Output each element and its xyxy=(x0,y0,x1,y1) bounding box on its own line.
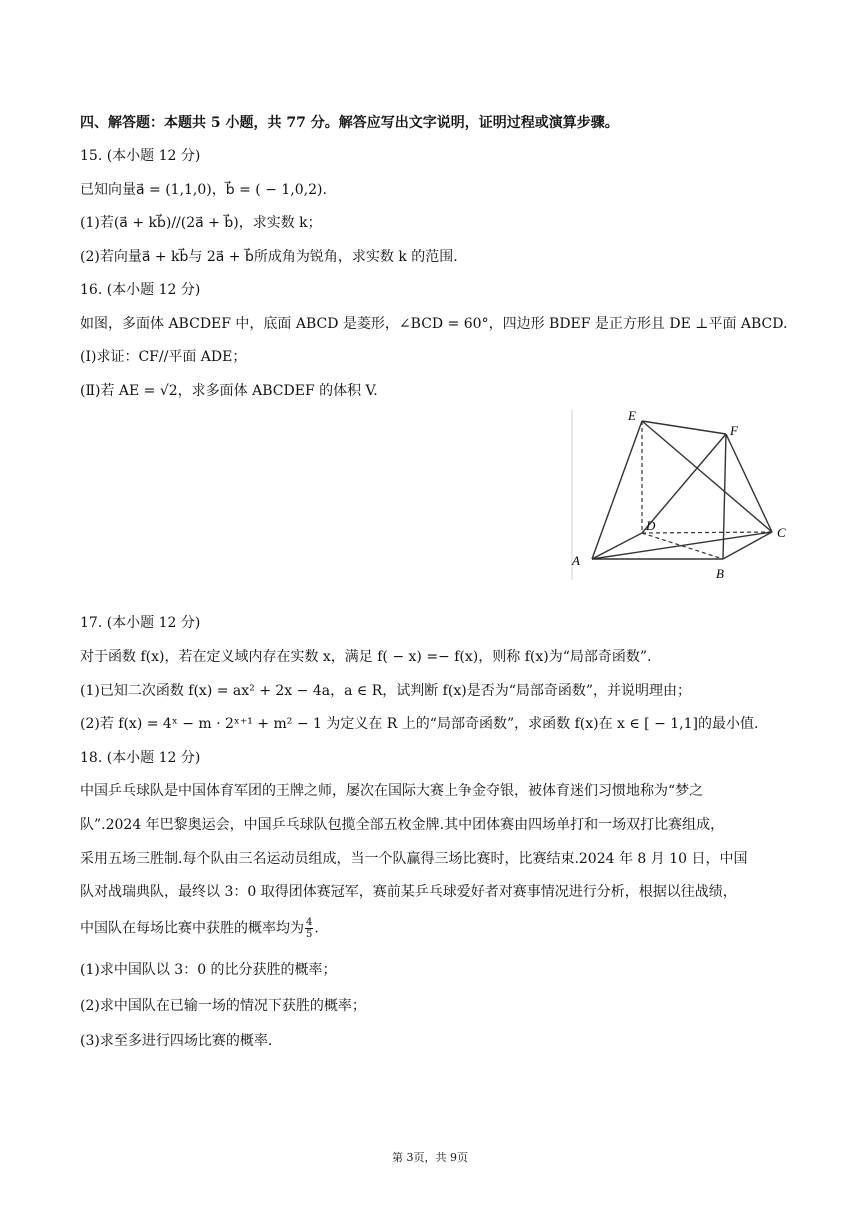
edge-FC xyxy=(726,434,772,532)
probability-fraction xyxy=(305,917,313,940)
label-B: B xyxy=(716,566,724,581)
q15-given: 已知向量a⃗ = (1,1,0)，b⃗ = ( − 1,0,2). xyxy=(80,182,327,198)
edge-EC xyxy=(642,421,772,532)
q18-paragraph-line2: 队”.2024 年巴黎奥运会，中国乒乓球队包揽全部五枚金牌.其中团体赛由四场单打和一场双打比赛组成， xyxy=(80,817,725,833)
q15-part1: (1)若(a⃗ + kb⃗)//(2a⃗ + b⃗)，求实数 k； xyxy=(80,215,322,231)
q16-title: 16. (本小题 12 分) xyxy=(80,282,201,298)
q18-paragraph-line4: 队对战瑞典队，最终以 3：0 取得团体赛冠军，赛前某乒乓球爱好者对赛事情况进行分析，根据以往战绩， xyxy=(80,884,737,900)
edge-AE xyxy=(592,421,642,559)
polyhedron-figure xyxy=(566,404,796,584)
q18-part1: (1)求中国队以 3：0 的比分获胜的概率； xyxy=(80,962,337,978)
q17-title: 17. (本小题 12 分) xyxy=(80,615,201,631)
period: . xyxy=(314,920,319,937)
q18-paragraph-line1: 中国乒乓球队是中国体育军团的王牌之师，屡次在国际大赛上争金夺银，被体育迷们习惯地称为“梦之 xyxy=(80,783,704,799)
q16-part2: (Ⅱ)若 AE = √2，求多面体 ABCDEF 的体积 V. xyxy=(80,383,378,399)
q18-part2: (2)求中国队在已输一场的情况下获胜的概率； xyxy=(80,998,366,1014)
label-F: F xyxy=(730,423,738,438)
q17-part2: (2)若 f(x) = 4ˣ − m · 2ˣ⁺¹ + m² − 1 为定义在 R 上的“局部奇函数”，求函数 f(x)在 x ∈ [ − 1,1]的最小值. xyxy=(80,716,759,732)
edge-FB xyxy=(723,434,726,559)
q18-title: 18. (本小题 12 分) xyxy=(80,750,201,766)
section-header: 四、解答题：本题共 5 小题，共 77 分。解答应写出文字说明，证明过程或演算步骤。 xyxy=(80,115,619,131)
q16-statement: 如图，多面体 ABCDEF 中，底面 ABCD 是菱形，∠BCD = 60°，四边形 BDEF 是正方形且 DE ⊥平面 ABCD. xyxy=(80,316,788,332)
label-C: C xyxy=(777,525,786,540)
q17-definition: 对于函数 f(x)，若在定义域内存在实数 x，满足 f( − x) =− f(x)，则称 f(x)为“局部奇函数”. xyxy=(80,649,652,665)
q18-paragraph-line3: 采用五场三胜制.每个队由三名运动员组成，当一个队赢得三场比赛时，比赛结束.2024 年 8 月 10 日，中国 xyxy=(80,851,748,867)
q18-paragraph-line5 xyxy=(80,917,319,940)
q15-part2: (2)若向量a⃗ + kb⃗与 2a⃗ + b⃗所成角为锐角，求实数 k 的范围. xyxy=(80,249,458,265)
edge-DC xyxy=(642,532,772,533)
label-D: D xyxy=(646,518,656,533)
q15-title: 15. (本小题 12 分) xyxy=(80,148,201,164)
q17-part1: (1)已知二次函数 f(x) = ax² + 2x − 4a，a ∈ R，试判断 f(x)是否为“局部奇函数”，并说明理由； xyxy=(80,683,692,699)
fraction-numerator: 4 xyxy=(306,917,313,928)
q18-probability-text: 中国队在每场比赛中获胜的概率均为 xyxy=(80,920,304,937)
fraction-denominator: 5 xyxy=(306,929,313,940)
label-A: A xyxy=(572,553,580,568)
label-E: E xyxy=(628,408,636,423)
q18-part3: (3)求至多进行四场比赛的概率. xyxy=(80,1033,273,1049)
page-footer: 第 3页，共 9页 xyxy=(392,1151,468,1164)
q16-part1: (Ⅰ)求证：CF//平面 ADE； xyxy=(80,349,247,365)
